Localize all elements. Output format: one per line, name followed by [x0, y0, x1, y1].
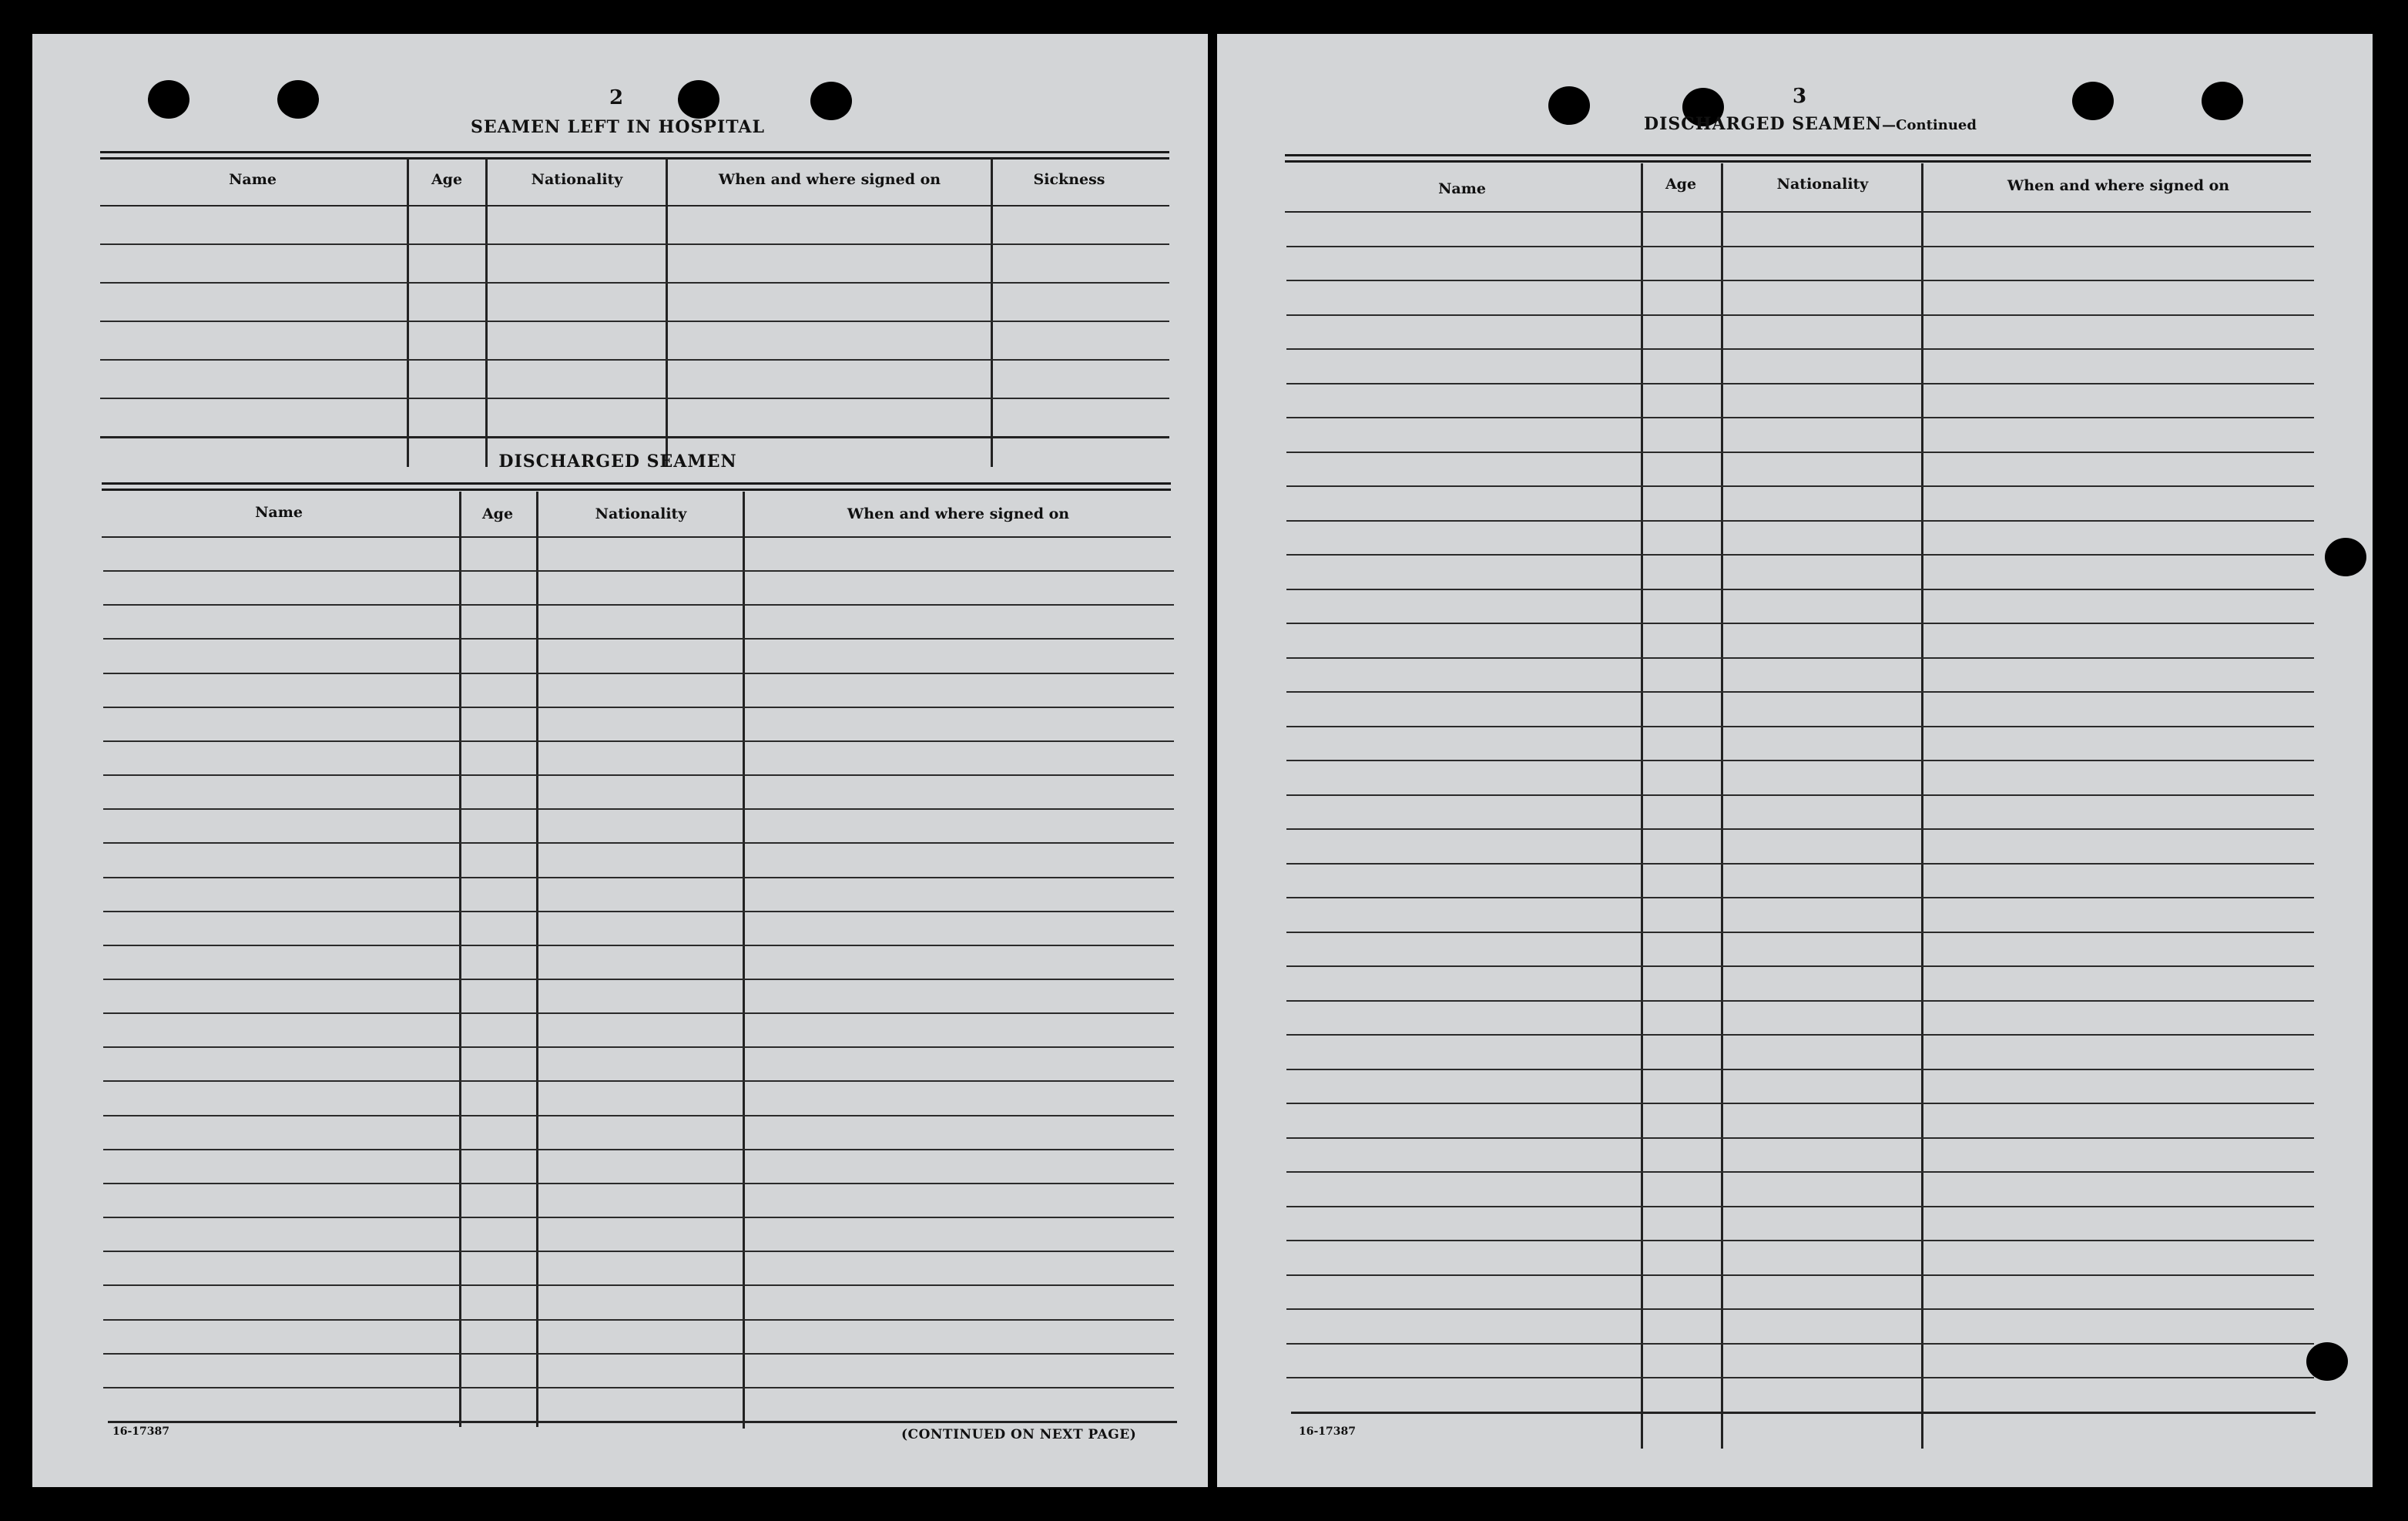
title-continued: —Continued — [1882, 117, 1977, 133]
table-row — [100, 243, 1169, 245]
col-header-signed-on: When and where signed on — [2007, 177, 2230, 194]
punch-hole — [277, 80, 319, 119]
column-divider — [407, 159, 409, 467]
column-divider — [459, 492, 461, 1427]
table-row — [1286, 691, 2314, 693]
table-row — [1286, 554, 2314, 556]
table-bottom-rule — [108, 1421, 1177, 1423]
table-row — [103, 979, 1174, 980]
column-divider — [991, 159, 993, 467]
center-fold — [1208, 34, 1217, 1487]
table-row — [100, 282, 1169, 284]
table-row — [1286, 1137, 2314, 1139]
table-row — [1286, 1103, 2314, 1104]
col-header-signed-on: When and where signed on — [718, 171, 941, 188]
double-rule — [100, 157, 1169, 159]
col-header-name: Name — [255, 504, 303, 521]
table-row — [1286, 348, 2314, 350]
table-row — [100, 359, 1169, 361]
col-header-age: Age — [1665, 176, 1697, 193]
header-underline — [102, 536, 1171, 538]
table-row — [1286, 726, 2314, 727]
table-row — [1286, 246, 2314, 247]
column-divider — [1721, 163, 1723, 1449]
table-row — [103, 842, 1174, 844]
form-number: 16-17387 — [112, 1425, 169, 1438]
column-divider — [536, 492, 538, 1427]
col-header-age: Age — [431, 171, 463, 188]
table-row — [103, 774, 1174, 776]
table-row — [1286, 520, 2314, 522]
column-divider — [1921, 163, 1923, 1449]
table-row — [100, 398, 1169, 399]
form-number: 16-17387 — [1299, 1425, 1356, 1438]
column-divider — [1641, 163, 1643, 1449]
right-page — [1217, 34, 2373, 1487]
table-row — [1286, 1206, 2314, 1207]
table-row — [1286, 932, 2314, 933]
double-rule — [1285, 154, 2311, 156]
discharged-section-title: DISCHARGED SEAMEN — [498, 452, 737, 472]
column-divider — [743, 492, 745, 1429]
punch-hole — [810, 82, 852, 120]
continued-note: (CONTINUED ON NEXT PAGE) — [901, 1427, 1137, 1442]
column-divider — [666, 159, 668, 467]
table-row — [103, 1115, 1174, 1116]
table-row — [1286, 1377, 2314, 1378]
page-number: 2 — [609, 86, 624, 109]
table-row — [1286, 1000, 2314, 1002]
table-row — [1286, 383, 2314, 384]
table-row — [103, 740, 1174, 742]
hospital-section-title: SEAMEN LEFT IN HOSPITAL — [471, 117, 765, 137]
table-row — [1286, 452, 2314, 453]
double-rule — [100, 151, 1169, 153]
table-bottom-rule — [1291, 1412, 2316, 1414]
col-header-name: Name — [1438, 180, 1486, 197]
table-row — [1286, 863, 2314, 865]
punch-hole — [2072, 82, 2114, 120]
table-row — [103, 570, 1174, 572]
table-bottom-rule — [100, 436, 1169, 438]
col-header-sickness: Sickness — [1033, 171, 1105, 188]
table-row — [103, 1387, 1174, 1388]
table-row — [103, 707, 1174, 708]
table-row — [100, 321, 1169, 322]
table-row — [103, 604, 1174, 606]
header-underline — [100, 205, 1169, 206]
double-rule — [102, 489, 1171, 491]
table-row — [1286, 1308, 2314, 1310]
table-row — [1286, 589, 2314, 590]
table-row — [1286, 760, 2314, 761]
table-row — [103, 1046, 1174, 1048]
page-number: 3 — [1792, 85, 1807, 108]
table-row — [1286, 314, 2314, 316]
punch-hole — [2202, 82, 2243, 120]
table-row — [103, 945, 1174, 946]
punch-hole — [678, 80, 719, 119]
table-row — [103, 1251, 1174, 1252]
table-row — [103, 808, 1174, 810]
title-main: DISCHARGED SEAMEN — [1644, 114, 1883, 134]
punch-hole — [2325, 538, 2366, 576]
table-row — [103, 1149, 1174, 1150]
table-row — [1286, 897, 2314, 898]
table-row — [103, 1319, 1174, 1321]
table-row — [1286, 657, 2314, 659]
punch-hole — [148, 80, 189, 119]
table-row — [103, 1353, 1174, 1355]
col-header-signed-on: When and where signed on — [847, 505, 1070, 522]
column-divider — [485, 159, 488, 467]
table-row — [1286, 1343, 2314, 1345]
table-row — [1286, 280, 2314, 281]
table-row — [1286, 794, 2314, 796]
table-row — [103, 1183, 1174, 1184]
header-underline — [1285, 211, 2311, 213]
table-row — [103, 1284, 1174, 1286]
table-row — [1286, 1240, 2314, 1241]
table-row — [103, 673, 1174, 674]
table-row — [1286, 965, 2314, 967]
table-row — [1286, 828, 2314, 830]
table-row — [1286, 623, 2314, 624]
table-row — [1286, 417, 2314, 418]
table-row — [1286, 1274, 2314, 1276]
table-row — [103, 1080, 1174, 1082]
table-row — [103, 638, 1174, 640]
col-header-nationality: Nationality — [1776, 176, 1869, 193]
col-header-name: Name — [229, 171, 277, 188]
table-row — [1286, 1069, 2314, 1070]
double-rule — [1285, 160, 2311, 163]
table-row — [103, 1217, 1174, 1218]
table-row — [103, 1012, 1174, 1014]
col-header-age: Age — [481, 505, 514, 522]
table-row — [103, 877, 1174, 878]
table-row — [1286, 1171, 2314, 1173]
table-row — [103, 911, 1174, 912]
table-row — [1286, 485, 2314, 487]
left-page — [32, 34, 1208, 1487]
punch-hole — [2306, 1342, 2348, 1381]
col-header-nationality: Nationality — [595, 505, 687, 522]
discharged-continued-title — [1571, 114, 2049, 134]
table-row — [1286, 1034, 2314, 1036]
col-header-nationality: Nationality — [531, 171, 623, 188]
double-rule — [102, 482, 1171, 485]
